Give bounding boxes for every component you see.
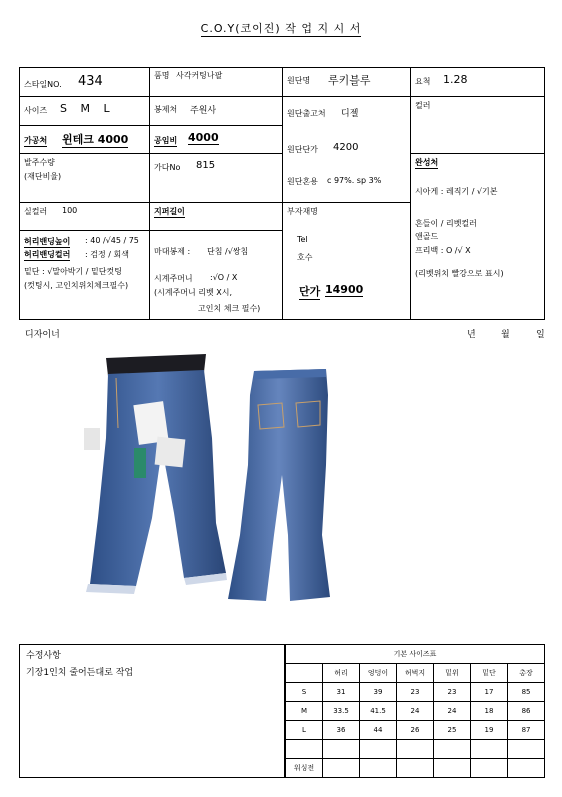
item-label: 품명 (154, 71, 170, 80)
accessory-label: 가다No (154, 163, 181, 172)
col-header: 엉덩이 (360, 664, 397, 683)
zipper-cell (150, 203, 283, 231)
fabric-source-label: 원단출고처 (287, 109, 326, 118)
table-cell: 25 (434, 721, 471, 740)
table-cell: 31 (323, 683, 360, 702)
yield-cell (411, 68, 545, 97)
size-label: S (286, 683, 323, 702)
item-value: 사각커팅나팔 (176, 71, 223, 80)
finish-label: 완성처 (415, 158, 439, 167)
waist-color-value: : 검정 / 회색 (85, 250, 129, 259)
table-row (286, 740, 545, 759)
hem-sub: (컷팅시, 고인치위치체크필수) (24, 281, 129, 290)
wage-label: 공임비 (154, 136, 178, 145)
fabric-price-value: 4200 (333, 142, 359, 153)
wash-label: 워싱전 (286, 759, 323, 778)
finish-cell (411, 154, 545, 320)
table-cell: 26 (397, 721, 434, 740)
size-label: L (286, 721, 323, 740)
stitch-color-label: 실컬러 (24, 207, 48, 216)
waist-height-label: 허리밴딩높이 (24, 237, 71, 246)
accessory-name-cell (283, 203, 411, 320)
house-label: 호수 (297, 253, 313, 262)
table-cell: 23 (434, 683, 471, 702)
col-header: 밑위 (434, 664, 471, 683)
watch-pocket-value: :√O / X (210, 273, 238, 282)
sewing-value: 주원사 (190, 106, 217, 116)
zipper-label: 지퍼길이 (154, 207, 185, 216)
notes-label: 수정사항 (26, 651, 61, 661)
watch-pocket-sub: (시계주머니 리벳 X시, (154, 288, 233, 297)
jeans-front-photo (76, 348, 246, 598)
table-cell: 41.5 (360, 702, 397, 721)
sewing-label: 봉제처 (154, 105, 178, 114)
fabric-mix-label: 원단혼용 (287, 177, 318, 186)
designer-label: 디자이너 (25, 330, 60, 340)
size-label: M (286, 702, 323, 721)
color-label: 컬러 (415, 101, 431, 110)
wage-cell (150, 126, 283, 154)
day-label: 일 (536, 330, 545, 340)
col-header: 총장 (508, 664, 545, 683)
table-row (286, 702, 545, 721)
watch-pocket-sub2: 고인치 체크 필수) (198, 304, 261, 313)
sizes-cell (20, 97, 150, 126)
sizes-label: 사이즈 (24, 106, 48, 115)
watch-pocket-label: 시계주머니 (154, 274, 193, 283)
table-cell: 24 (434, 702, 471, 721)
table-cell: 19 (471, 721, 508, 740)
waist-cell (20, 231, 150, 320)
finish-stain: 흔들이 / 리벳컬러 (415, 219, 477, 228)
col-header: 밑단 (471, 664, 508, 683)
style-cell (20, 68, 150, 97)
finish-brip: 프리백 : O /√ X (415, 246, 471, 255)
quantity-sub: (재단비율) (24, 172, 62, 181)
fabric-mix-value: c 97%. sp 3% (327, 176, 382, 185)
processor-value: 윈테크 4000 (62, 133, 129, 146)
quantity-cell (20, 154, 150, 203)
size-table (285, 644, 545, 778)
accessory-cell (150, 154, 283, 203)
hem-label: 밑단 : √말아박기 / 밑단컷팅 (24, 267, 122, 276)
table-cell: 36 (323, 721, 360, 740)
sizes-value: S M L (60, 102, 115, 115)
stitch-color-value: 100 (62, 206, 78, 215)
waist-color-label: 허리밴딩컬러 (24, 250, 71, 259)
table-cell: 33.5 (323, 702, 360, 721)
unit-price-label: 단가 (299, 285, 321, 298)
year-label: 년 (467, 330, 476, 340)
fabric-cell (283, 68, 411, 97)
accessory-value: 815 (196, 160, 216, 171)
col-header: 허리 (323, 664, 360, 683)
item-cell (150, 68, 283, 97)
table-cell: 39 (360, 683, 397, 702)
table-row (286, 721, 545, 740)
bottom-stitch-label: 마대봉제 : (154, 247, 191, 256)
size-table-header (286, 664, 545, 683)
tel-label: Tel (297, 235, 308, 244)
table-cell: 18 (471, 702, 508, 721)
accessory-name-label: 부자재명 (287, 207, 318, 216)
fabric-label: 원단명 (287, 76, 311, 85)
bottom-stitch-value: 단침 /√쌍침 (207, 247, 249, 256)
quantity-label: 발주수량 (24, 158, 55, 167)
notes-text: 기장1인치 줄어든대로 작업 (26, 668, 134, 678)
table-row (286, 759, 545, 778)
document-title: C.O.Y(코이진) 작 업 지 시 서 (200, 22, 362, 35)
style-value: 434 (78, 74, 103, 89)
revision-notes (19, 644, 285, 778)
size-table-title: 기본 사이즈표 (286, 645, 545, 664)
processor-cell (20, 126, 150, 154)
table-cell: 87 (508, 721, 545, 740)
work-order-table (19, 67, 545, 320)
fabric-detail-cell (283, 97, 411, 203)
waist-height-value: : 40 /√45 / 75 (85, 236, 139, 245)
table-cell: 24 (397, 702, 434, 721)
jeans-back-photo (226, 365, 336, 610)
style-label: 스타일NO. (24, 80, 62, 89)
stitch-cell (150, 231, 283, 320)
color-cell (411, 97, 545, 154)
table-cell: 23 (397, 683, 434, 702)
table-cell: 17 (471, 683, 508, 702)
table-cell: 44 (360, 721, 397, 740)
yield-value: 1.28 (443, 73, 468, 86)
table-cell: 85 (508, 683, 545, 702)
processor-label: 가공처 (24, 136, 48, 145)
unit-price-value: 14900 (325, 283, 364, 296)
finish-ancold: 앤골드 (415, 232, 439, 241)
wage-value: 4000 (188, 131, 219, 144)
yield-label: 요척 (415, 77, 431, 86)
col-header: 허벅지 (397, 664, 434, 683)
stitch-color-cell (20, 203, 150, 231)
fabric-price-label: 원단단가 (287, 145, 318, 154)
table-cell: 86 (508, 702, 545, 721)
finish-sample: 시아게 : 레직기 / √기본 (415, 187, 498, 196)
table-row (286, 683, 545, 702)
finish-note: (리벳위치 빨강으로 표시) (415, 269, 504, 278)
month-label: 월 (501, 330, 510, 340)
sewing-cell (150, 97, 283, 126)
fabric-value: 루키블루 (328, 74, 371, 87)
fabric-source-value: 디젤 (341, 109, 359, 119)
